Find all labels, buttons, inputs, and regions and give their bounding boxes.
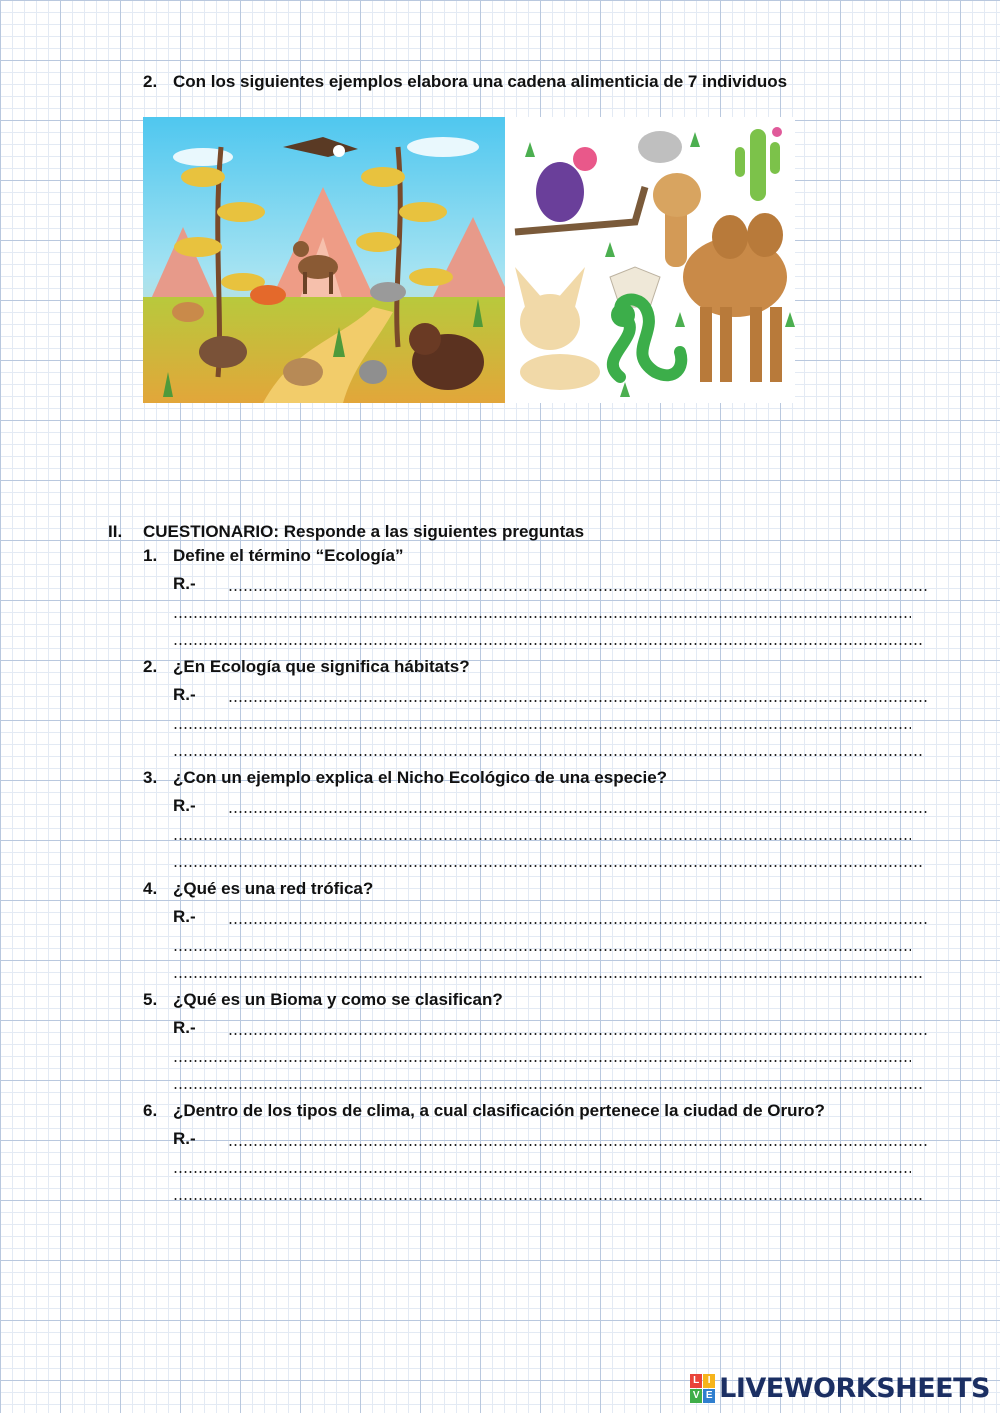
answer-line[interactable] bbox=[228, 700, 928, 702]
desert-animals-illustration-icon bbox=[505, 117, 795, 403]
question-block bbox=[0, 990, 1000, 1101]
question-block bbox=[0, 879, 1000, 990]
answer-line[interactable] bbox=[173, 1171, 911, 1173]
question-text: ¿Dentro de los tipos de clima, a cual clasificación pertenece la ciudad de Oruro? bbox=[173, 1101, 825, 1120]
logo-letter-v: V bbox=[690, 1389, 702, 1403]
answer-label: R.- bbox=[173, 685, 196, 704]
answer-line[interactable] bbox=[228, 1144, 928, 1146]
question-title bbox=[143, 546, 404, 566]
question-text: ¿Con un ejemplo explica el Nicho Ecológico de una especie? bbox=[173, 768, 668, 787]
question-text: ¿En Ecología que significa hábitats? bbox=[173, 657, 470, 676]
logo-letter-e: E bbox=[703, 1389, 715, 1403]
question-number: 1. bbox=[143, 546, 158, 565]
liveworksheets-logo[interactable] bbox=[690, 1371, 990, 1405]
question-title bbox=[143, 879, 373, 899]
answer-label: R.- bbox=[173, 1129, 196, 1148]
answer-line[interactable] bbox=[228, 811, 928, 813]
question-text: Define el término “Ecología” bbox=[173, 546, 404, 565]
answer-line[interactable] bbox=[173, 1060, 911, 1062]
question-title bbox=[143, 657, 470, 677]
answer-line[interactable] bbox=[173, 754, 923, 756]
forest-animals-illustration-icon bbox=[143, 117, 505, 403]
section-1-text: Con los siguientes ejemplos elabora una cadena alimenticia de 7 individuos bbox=[173, 72, 788, 91]
question-block bbox=[0, 546, 1000, 657]
section-1-number: 2. bbox=[143, 72, 158, 91]
answer-label: R.- bbox=[173, 574, 196, 593]
question-number: 5. bbox=[143, 990, 158, 1009]
answer-line[interactable] bbox=[228, 589, 928, 591]
answer-label: R.- bbox=[173, 796, 196, 815]
answer-label: R.- bbox=[173, 1018, 196, 1037]
answer-line[interactable] bbox=[228, 1033, 928, 1035]
answer-line[interactable] bbox=[173, 838, 911, 840]
question-title bbox=[143, 768, 667, 788]
question-text: ¿Qué es una red trófica? bbox=[173, 879, 374, 898]
logo-letter-l: L bbox=[690, 1374, 702, 1388]
question-title bbox=[143, 990, 503, 1010]
question-number: 3. bbox=[143, 768, 158, 787]
answer-line[interactable] bbox=[173, 1198, 923, 1200]
question-block bbox=[0, 768, 1000, 879]
section-1-heading bbox=[143, 72, 787, 92]
desert-animals-image bbox=[505, 117, 795, 403]
question-title bbox=[143, 1101, 825, 1121]
section-2-heading bbox=[108, 522, 584, 542]
logo-letter-i: I bbox=[703, 1374, 715, 1388]
answer-line[interactable] bbox=[173, 976, 923, 978]
question-block bbox=[0, 657, 1000, 768]
section-2-roman: II. bbox=[108, 522, 123, 541]
answer-label: R.- bbox=[173, 907, 196, 926]
logo-text: LIVEWORKSHEETS bbox=[719, 1372, 990, 1404]
forest-animals-image bbox=[143, 117, 505, 403]
question-number: 6. bbox=[143, 1101, 158, 1120]
answer-line[interactable] bbox=[173, 727, 911, 729]
question-block bbox=[0, 1101, 1000, 1212]
answer-line[interactable] bbox=[173, 616, 911, 618]
answer-line[interactable] bbox=[173, 1087, 923, 1089]
section-2-title: CUESTIONARIO: Responde a las siguientes preguntas bbox=[143, 522, 585, 541]
answer-line[interactable] bbox=[173, 865, 923, 867]
answer-line[interactable] bbox=[173, 949, 911, 951]
logo-mark-icon bbox=[690, 1374, 715, 1403]
answer-line[interactable] bbox=[228, 922, 928, 924]
answer-line[interactable] bbox=[173, 643, 923, 645]
question-number: 4. bbox=[143, 879, 158, 898]
question-number: 2. bbox=[143, 657, 158, 676]
question-text: ¿Qué es un Bioma y como se clasifican? bbox=[173, 990, 503, 1009]
